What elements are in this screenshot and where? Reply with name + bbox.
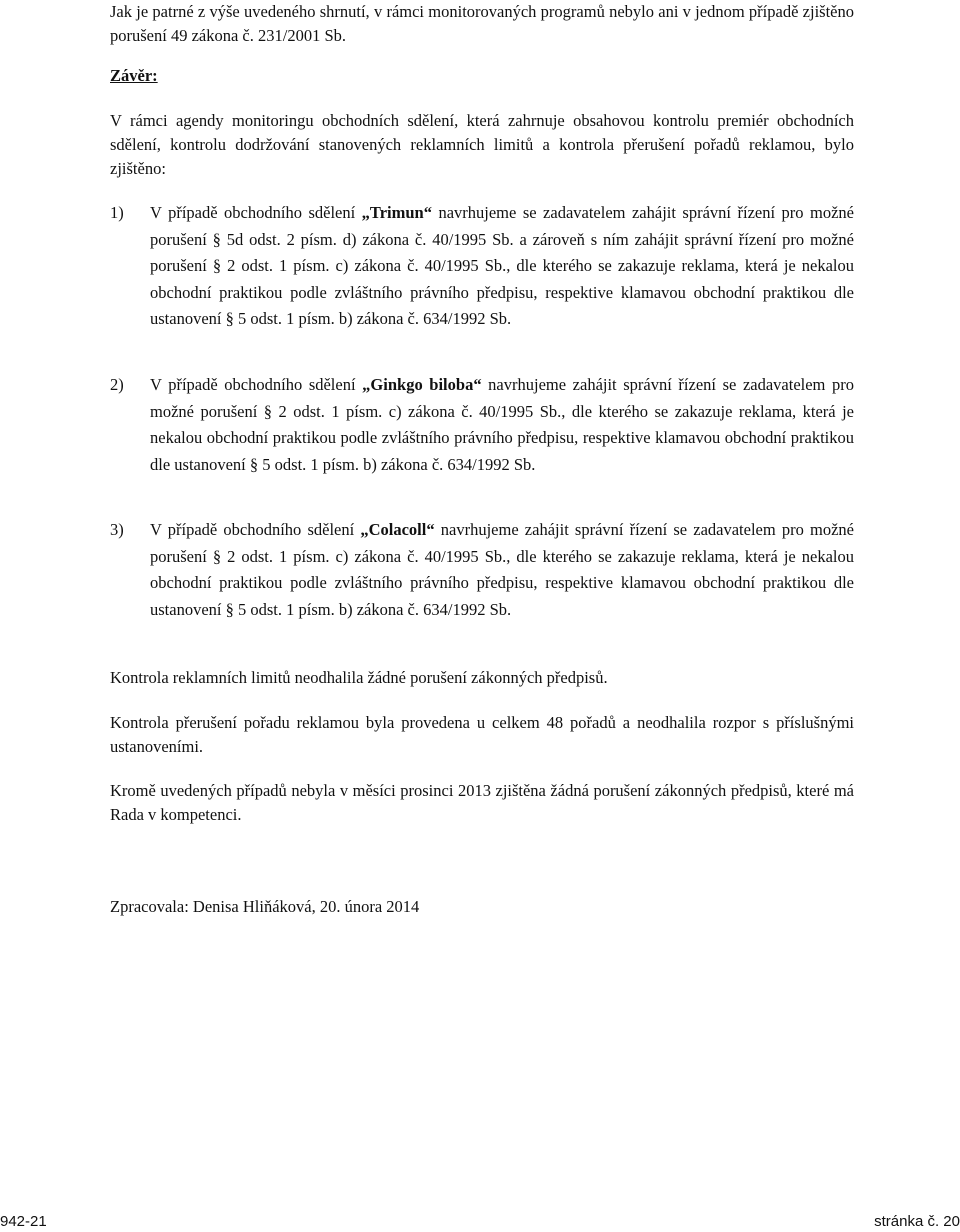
advert-name: „Ginkgo biloba“ xyxy=(362,375,482,394)
list-item-number: 2) xyxy=(110,375,124,394)
footer-doc-id: 942-21 xyxy=(0,1213,47,1230)
advert-name: „Trimun“ xyxy=(361,203,432,222)
list-item-number: 3) xyxy=(110,520,124,539)
list-item-prefix: V případě obchodního sdělení xyxy=(150,203,362,222)
list-item-body xyxy=(150,372,854,478)
conclusion-paragraph: V rámci agendy monitoringu obchodních sdělení, která zahrnuje obsahovou kontrolu premiér obchodních sdělení, kontrolu dodržování stanovených reklamních limitů a kontrola přerušení pořadů reklamou, bylo zjištěno: xyxy=(110,111,854,178)
list-item-text: navrhujeme zahájit správní řízení se zadavatelem pro možné porušení § 2 odst. 1 písm. c) zákona č. 40/1995 Sb., dle kterého se zakazuje reklama, která je nekalou obchodní praktikou podle zvláštního právního předpisu, respektive klamavou obchodní praktikou dle ustanovení § 5 odst. 1 písm. b) zákona č. 634/1992 Sb. xyxy=(150,520,854,619)
summary-paragraph: Kromě uvedených případů nebyla v měsíci prosinci 2013 zjištěna žádná porušení zákonných předpisů, které má Rada v kompetenci. xyxy=(110,781,854,824)
list-item xyxy=(110,517,854,623)
interruption-paragraph: Kontrola přerušení pořadu reklamou byla provedena u celkem 48 pořadů a neodhalila rozpor s příslušnými ustanoveními. xyxy=(110,713,854,756)
list-item-prefix: V případě obchodního sdělení xyxy=(150,520,361,539)
list-item xyxy=(110,200,854,333)
list-item-text: navrhujeme zahájit správní řízení se zadavatelem pro možné porušení § 2 odst. 1 písm. c) zákona č. 40/1995 Sb., dle kterého se zakazuje reklama, která je nekalou obchodní praktikou podle zvláštního právního předpisu, respektive klamavou obchodní praktikou dle ustanovení § 5 odst. 1 písm. b) zákona č. 634/1992 Sb. xyxy=(150,375,854,474)
signature-line: Zpracovala: Denisa Hliňáková, 20. února 2014 xyxy=(110,897,420,916)
list-item-body xyxy=(150,517,854,623)
advert-name: „Colacoll“ xyxy=(360,520,435,539)
limits-paragraph: Kontrola reklamních limitů neodhalila žádné porušení zákonných předpisů. xyxy=(110,668,608,687)
footer-page-number: stránka č. 20 xyxy=(874,1213,960,1230)
list-item-body xyxy=(150,200,854,333)
list-item-text: navrhujeme se zadavatelem zahájit správní řízení pro možné porušení § 5d odst. 2 písm. d) zákona č. 40/1995 Sb. a zároveň s ním zahájit správní řízení pro možné porušení § 2 odst. 1 písm. c) zákona č. 40/1995 Sb., dle kterého se zakazuje reklama, která je nekalou obchodní praktikou podle zvláštního právního předpisu, respektive klamavou obchodní praktikou dle ustanovení § 5 odst. 1 písm. b) zákona č. 634/1992 Sb. xyxy=(150,203,854,328)
list-item-number: 1) xyxy=(110,203,124,222)
section-heading: Závěr: xyxy=(110,66,158,85)
intro-paragraph: Jak je patrné z výše uvedeného shrnutí, v rámci monitorovaných programů nebylo ani v jednom případě zjištěno porušení 49 zákona č. 231/2001 Sb. xyxy=(110,2,854,45)
list-item xyxy=(110,372,854,478)
list-item-prefix: V případě obchodního sdělení xyxy=(150,375,363,394)
